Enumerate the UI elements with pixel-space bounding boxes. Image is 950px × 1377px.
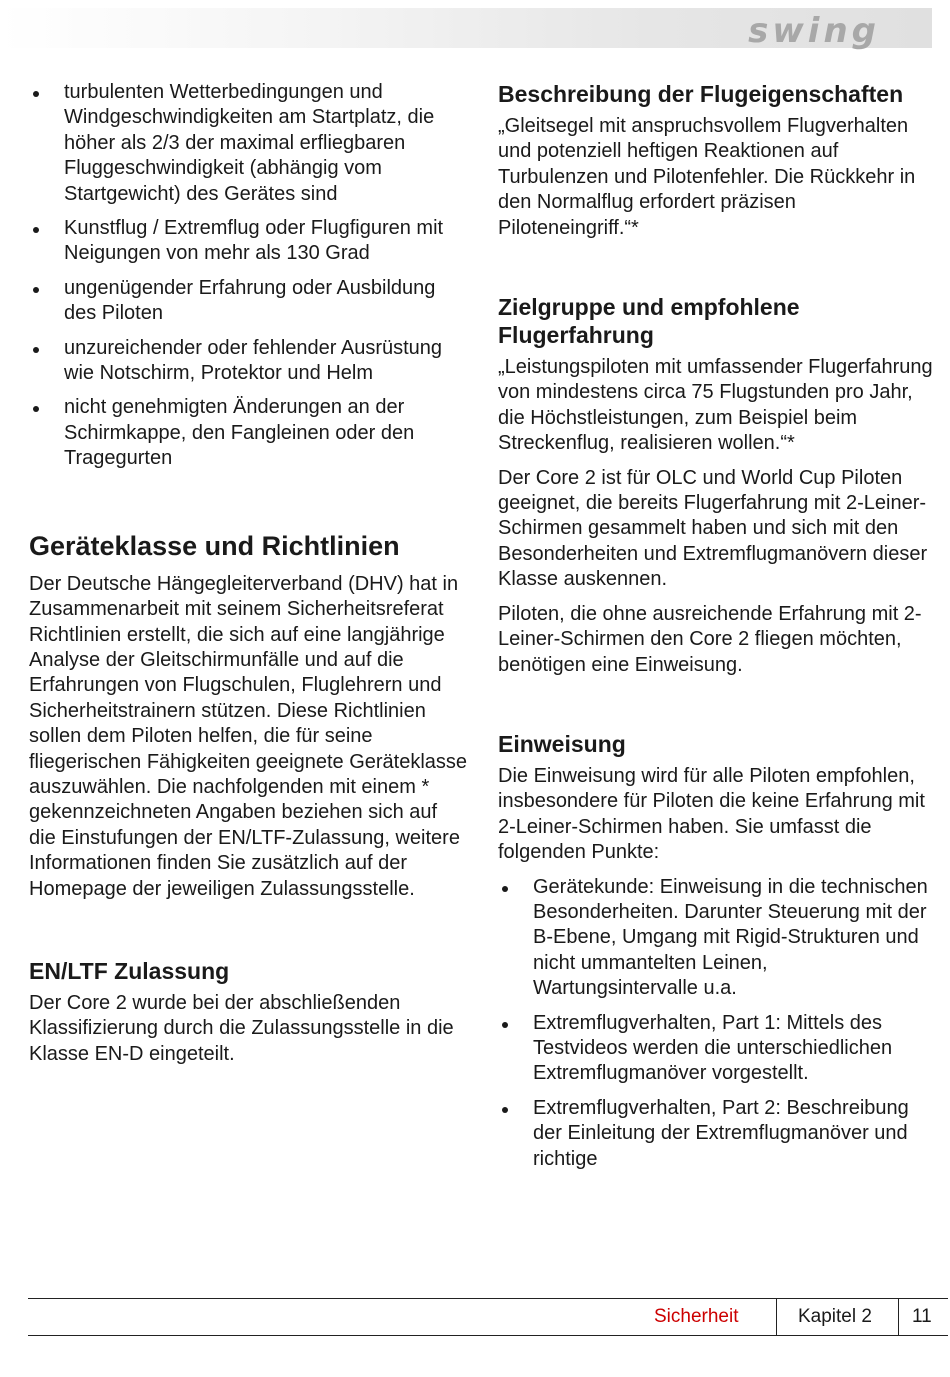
section-title-flugeigenschaften: Beschreibung der Flugeigenschaften <box>498 81 904 107</box>
footer-chapter-label: Kapitel 2 <box>798 1306 872 1327</box>
list-item: Kunstflug / Extremflug oder Flugfiguren mit Neigungen von mehr als 130 Grad <box>29 216 469 267</box>
right-column <box>498 80 938 1181</box>
paragraph-flugeigenschaften: „Gleitsegel mit anspruchsvollem Flugverhalten und potenziell heftigen Reaktionen auf Turbulenzen und Pilotenfehler. Die Rückkehr in den Normalflug erfordert präzisen Piloteneingriff.“* <box>498 115 916 239</box>
footer-divider <box>776 1298 777 1336</box>
conditions-list <box>29 80 469 472</box>
swing-logo: swing <box>748 11 880 51</box>
footer-section-label: Sicherheit <box>654 1306 739 1327</box>
list-item: turbulenten Wetterbedingungen und Windgeschwindigkeiten am Startplatz, die höher als 2/3 der maximal erfliegbaren Fluggeschwindigkeit (abhängig vom Startgewicht) des Gerätes sind <box>29 80 469 207</box>
list-item: nicht genehmigten Änderungen an der Schirmkappe, den Fangleinen oder den Tragegurten <box>29 395 469 471</box>
left-column <box>29 80 469 1076</box>
footer-bottom-rule <box>28 1335 948 1336</box>
paragraph-zielgruppe-core: Der Core 2 ist für OLC und World Cup Piloten geeignet, die bereits Flugerfahrung mit 2-Leiner-Schirmen gesammelt haben und sich mit den Besonderheiten und Extremflugmanövern dieser Klasse auskennen. <box>498 466 928 591</box>
section-title-en-ltf: EN/LTF Zulassung <box>29 957 230 984</box>
paragraph-zielgruppe-quote: „Leistungspiloten mit umfassender Flugerfahrung von mindestens circa 75 Flugstunden pro Jahr, die Höchstleistungen, zum Beispiel beim Streckenflug, realisieren wollen.“* <box>498 356 933 455</box>
list-item: unzureichender oder fehlender Ausrüstung wie Notschirm, Protektor und Helm <box>29 336 469 387</box>
paragraph-zielgruppe-einweisung: Piloten, die ohne ausreichende Erfahrung mit 2-Leiner-Schirmen den Core 2 fliegen möchten, benötigen eine Einweisung. <box>498 602 922 676</box>
footer-divider <box>898 1298 899 1336</box>
section-title-zielgruppe: Zielgruppe und empfohlene Flugerfahrung <box>498 294 800 349</box>
list-item: Extremflugverhalten, Part 1: Mittels des Testvideos werden die unterschiedlichen Extremflugmanöver vorgestellt. <box>498 1011 938 1087</box>
page-number: 11 <box>912 1306 932 1327</box>
paragraph-en-ltf: Der Core 2 wurde bei der abschließenden Klassifizierung durch die Zulassungsstelle in die Klasse EN-D eingeteilt. <box>29 991 454 1065</box>
list-item: Gerätekunde: Einweisung in die technischen Besonderheiten. Darunter Steuerung mit der B-Ebene, Umgang mit Rigid-Strukturen und nicht ummantelten Leinen, Wartungsintervalle u.a. <box>498 875 938 1002</box>
section-title-einweisung: Einweisung <box>498 730 626 757</box>
paragraph-geraeteklasse: Der Deutsche Hängegleiterverband (DHV) hat in Zusammenarbeit mit seinem Sicherheitsreferat Richtlinien erstellt, die sich auf eine langjährige Analyse der Gleitschirmunfälle und auf die Erfahrungen von Flugschulen, Fluglehrern und Sicherheitstrainern stützen. Diese Richtlinien sollen dem Piloten helfen, die für seine fliegerischen Fähigkeiten geeignete Geräteklasse auszuwählen. Die nachfolgenden mit einem * gekennzeichneten Angaben beziehen sich auf die Einstufungen der EN/LTF-Zulassung, weitere Informationen finden Sie zusätzlich auf der Homepage der jeweiligen Zulassungsstelle. <box>29 572 468 900</box>
section-title-geraeteklasse: Geräteklasse und Richtlinien <box>29 530 400 561</box>
paragraph-einweisung: Die Einweisung wird für alle Piloten empfohlen, insbesondere für Piloten die keine Erfahrung mit 2-Leiner-Schirmen haben. Sie umfasst die folgenden Punkte: <box>498 764 925 864</box>
list-item: Extremflugverhalten, Part 2: Beschreibung der Einleitung der Extremflugmanöver und richtige <box>498 1096 938 1172</box>
einweisung-list <box>498 875 938 1172</box>
footer-top-rule <box>28 1298 948 1299</box>
list-item: ungenügender Erfahrung oder Ausbildung des Piloten <box>29 276 469 327</box>
